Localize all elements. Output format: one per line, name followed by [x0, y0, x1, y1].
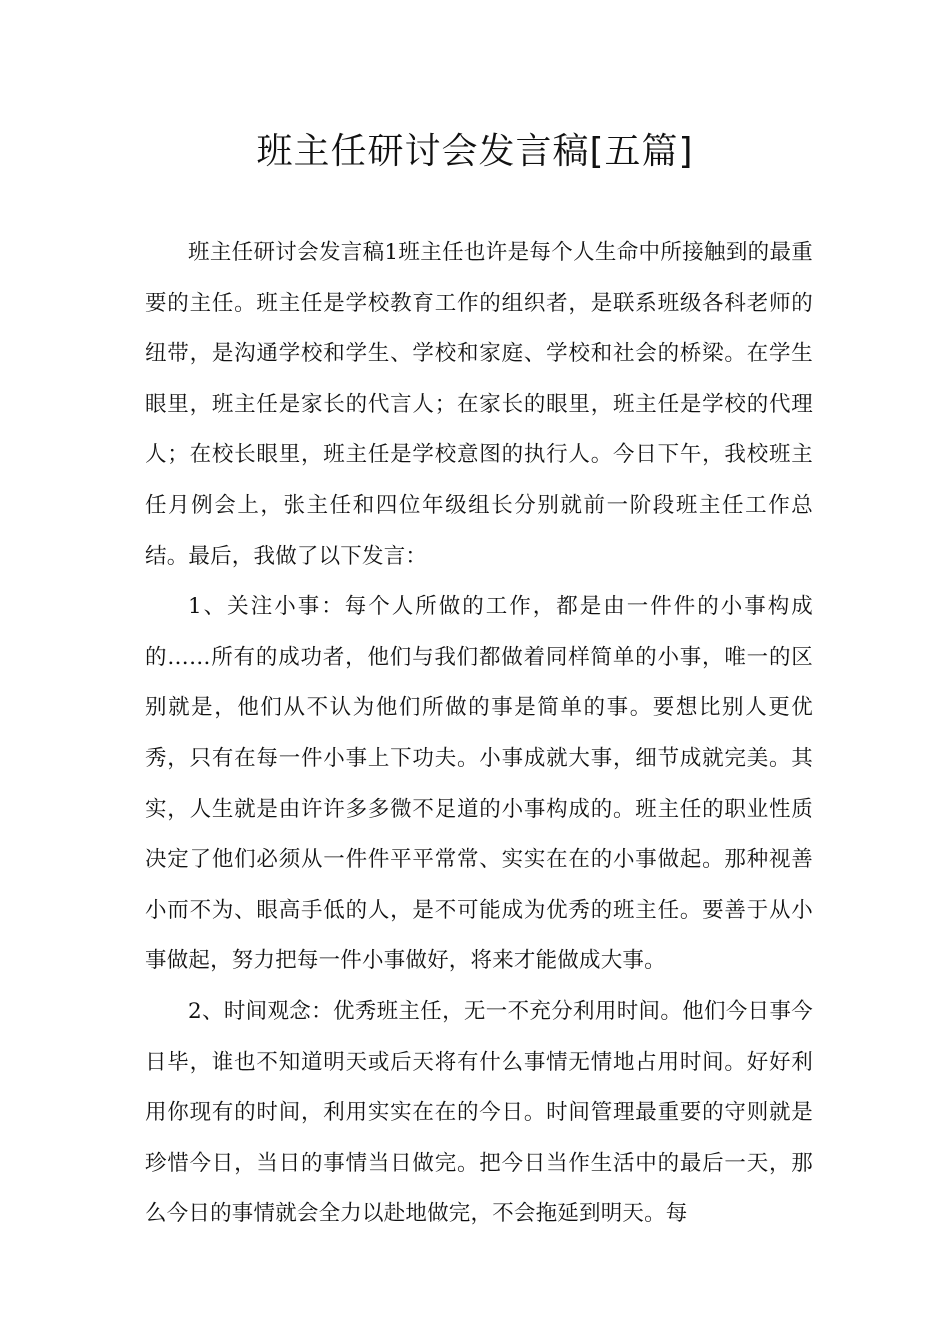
paragraph-point-1: 1、关注小事：每个人所做的工作，都是由一件件的小事构成的……所有的成功者，他们与我们都做着同样简单的小事，唯一的区别就是，他们从不认为他们所做的事是简单的事。要想比别人更优秀，只有在每一件小事上下功夫。小事成就大事，细节成就完美。其实，人生就是由许许多多微不足道的小事构成的。班主任的职业性质决定了他们必须从一件件平平常常、实实在在的小事做起。那种视善小而不为、眼高手低的人，是不可能成为优秀的班主任。要善于从小事做起，努力把每一件小事做好，将来才能做成大事。: [145, 594, 813, 974]
document-body: [145, 228, 813, 1240]
document-title: 班主任研讨会发言稿[五篇]: [256, 131, 694, 172]
paragraph-point-2: 2、时间观念：优秀班主任，无一不充分利用时间。他们今日事今日毕，谁也不知道明天或后天将有什么事情无情地占用时间。好好利用你现有的时间，利用实实在在的今日。时间管理最重要的守则就是珍惜今日，当日的事情当日做完。把今日当作生活中的最后一天，那么今日的事情就会全力以赴地做完，不会拖延到明天。每: [145, 998, 813, 1227]
paragraph-intro: 班主任研讨会发言稿1班主任也许是每个人生命中所接触到的最重要的主任。班主任是学校教育工作的组织者，是联系班级各科老师的纽带，是沟通学校和学生、学校和家庭、学校和社会的桥梁。在学生眼里，班主任是家长的代言人；在家长的眼里，班主任是学校的代理人；在校长眼里，班主任是学校意图的执行人。今日下午，我校班主任月例会上，张主任和四位年级组长分别就前一阶段班主任工作总结。最后，我做了以下发言：: [145, 240, 813, 569]
